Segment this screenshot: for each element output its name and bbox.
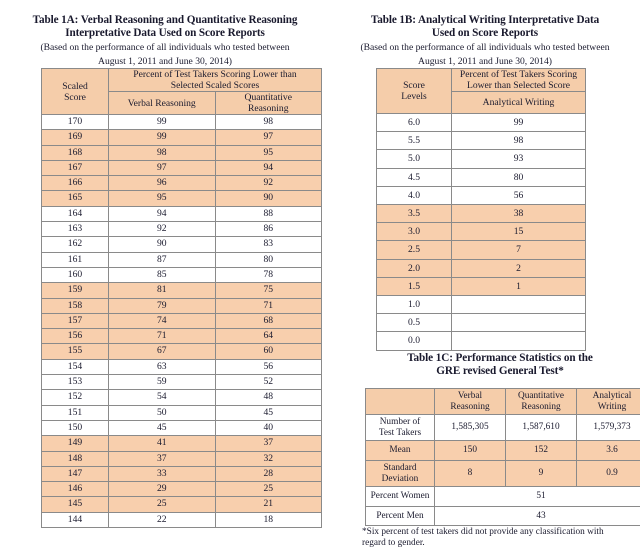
c-hdr-writing-line2: Writing bbox=[597, 401, 627, 412]
table-1a-cell-scaled-score: 146 bbox=[42, 482, 109, 497]
table-row bbox=[42, 298, 322, 313]
table-1a-cell-quant: 45 bbox=[215, 405, 322, 420]
sd-line2: Deviation bbox=[381, 473, 419, 484]
header-span-1b-line1: Percent of Test Takers Scoring bbox=[459, 69, 578, 80]
table-1b-cell-percent: 93 bbox=[452, 150, 586, 168]
table-1a-cell-verbal: 71 bbox=[109, 329, 216, 344]
table-1a-cell-scaled-score: 154 bbox=[42, 359, 109, 374]
table-row bbox=[42, 405, 322, 420]
table-1c-numtakers-verbal: 1,585,305 bbox=[435, 415, 506, 441]
table-1c-header-blank bbox=[366, 389, 435, 415]
table-1b-wrapper bbox=[376, 68, 586, 351]
table-1b-cell-score-level: 0.0 bbox=[377, 332, 452, 350]
table-1a-cell-quant: 80 bbox=[215, 252, 322, 267]
table-1a-cell-verbal: 67 bbox=[109, 344, 216, 359]
table-1a-subtitle-line2: August 1, 2011 and June 30, 2014) bbox=[98, 56, 232, 68]
table-1a-head bbox=[42, 69, 322, 115]
table-1c-numtakers-writing: 1,579,373 bbox=[577, 415, 640, 441]
table-row bbox=[42, 252, 322, 267]
table-1a-cell-quant: 78 bbox=[215, 267, 322, 282]
table-1a-cell-quant: 75 bbox=[215, 283, 322, 298]
table-row bbox=[42, 451, 322, 466]
table-row bbox=[377, 168, 586, 186]
numtakers-line2: Test Takers bbox=[378, 427, 422, 438]
table-1a-cell-scaled-score: 157 bbox=[42, 313, 109, 328]
table-1c-footnote bbox=[362, 527, 640, 549]
table-1b-cell-percent: 7 bbox=[452, 241, 586, 259]
table-row bbox=[42, 130, 322, 145]
table-1a-cell-quant: 37 bbox=[215, 436, 322, 451]
table-1a-cell-verbal: 59 bbox=[109, 375, 216, 390]
c-hdr-writing-line1: Analytical bbox=[592, 391, 632, 401]
table-1a-cell-scaled-score: 156 bbox=[42, 329, 109, 344]
table-row bbox=[377, 314, 586, 332]
table-1a-cell-verbal: 45 bbox=[109, 420, 216, 435]
table-1a-cell-scaled-score: 169 bbox=[42, 130, 109, 145]
table-row bbox=[42, 160, 322, 175]
table-1b-cell-score-level: 4.0 bbox=[377, 186, 452, 204]
table-1b-cell-percent: 15 bbox=[452, 223, 586, 241]
table-row bbox=[42, 375, 322, 390]
table-row bbox=[377, 241, 586, 259]
table-1b-cell-score-level: 5.0 bbox=[377, 150, 452, 168]
table-1a-cell-verbal: 79 bbox=[109, 298, 216, 313]
c-hdr-quant-line1: Quantitative bbox=[518, 391, 564, 401]
table-1a-cell-verbal: 87 bbox=[109, 252, 216, 267]
table-1a-cell-quant: 60 bbox=[215, 344, 322, 359]
table-row bbox=[42, 420, 322, 435]
table-1a-body bbox=[42, 115, 322, 528]
table-1a-header-scaled-score bbox=[42, 69, 109, 115]
table-1b-cell-score-level: 0.5 bbox=[377, 314, 452, 332]
table-1c-numtakers-quant: 1,587,610 bbox=[506, 415, 577, 441]
table-1a-cell-quant: 92 bbox=[215, 176, 322, 191]
header-span-1b-line2: Lower than Selected Score bbox=[466, 80, 571, 91]
table-row bbox=[42, 313, 322, 328]
table-1a-cell-scaled-score: 149 bbox=[42, 436, 109, 451]
header-scaled-line1: Scaled bbox=[62, 80, 88, 92]
table-row bbox=[366, 441, 640, 461]
table-1b-header-span bbox=[452, 69, 586, 92]
table-row bbox=[42, 191, 322, 206]
table-1c-row-label-percent-women: Percent Women bbox=[366, 487, 435, 507]
table-1b-cell-percent: 2 bbox=[452, 259, 586, 277]
table-1a-cell-scaled-score: 164 bbox=[42, 206, 109, 221]
table-1a-cell-scaled-score: 167 bbox=[42, 160, 109, 175]
table-1a-cell-verbal: 41 bbox=[109, 436, 216, 451]
table-1a-cell-verbal: 37 bbox=[109, 451, 216, 466]
table-1b-heading bbox=[330, 14, 640, 68]
table-1c bbox=[365, 388, 640, 526]
table-1c-percent-men-value: 43 bbox=[435, 506, 640, 526]
table-1a-cell-scaled-score: 163 bbox=[42, 222, 109, 237]
table-row bbox=[42, 145, 322, 160]
table-1a-cell-scaled-score: 153 bbox=[42, 375, 109, 390]
table-row bbox=[42, 206, 322, 221]
table-row bbox=[366, 506, 640, 526]
table-1c-row-label-number-of-test-takers bbox=[366, 415, 435, 441]
table-1b-cell-percent: 98 bbox=[452, 132, 586, 150]
table-row bbox=[377, 259, 586, 277]
table-1a-cell-scaled-score: 162 bbox=[42, 237, 109, 252]
table-row bbox=[377, 150, 586, 168]
table-1a bbox=[41, 68, 322, 528]
table-1c-head bbox=[366, 389, 640, 415]
table-1c-mean-quant: 152 bbox=[506, 441, 577, 461]
table-row bbox=[42, 115, 322, 130]
table-1a-title-line2: Interpretative Data Used on Score Reports bbox=[65, 27, 265, 40]
table-1a-cell-quant: 95 bbox=[215, 145, 322, 160]
table-row bbox=[377, 296, 586, 314]
table-1a-cell-scaled-score: 147 bbox=[42, 466, 109, 481]
table-1a-cell-verbal: 29 bbox=[109, 482, 216, 497]
table-1a-cell-quant: 28 bbox=[215, 466, 322, 481]
table-row bbox=[42, 283, 322, 298]
table-1a-header-span bbox=[109, 69, 322, 92]
table-1a-cell-verbal: 25 bbox=[109, 497, 216, 512]
table-row bbox=[42, 436, 322, 451]
table-1a-cell-verbal: 63 bbox=[109, 359, 216, 374]
table-1b-cell-score-level: 5.5 bbox=[377, 132, 452, 150]
numtakers-line1: Number of bbox=[379, 417, 421, 428]
table-row bbox=[42, 359, 322, 374]
table-1a-cell-quant: 32 bbox=[215, 451, 322, 466]
header-span-line1: Percent of Test Takers Scoring Lower than bbox=[133, 69, 297, 80]
table-1a-cell-quant: 98 bbox=[215, 115, 322, 130]
table-1c-title-line2: GRE revised General Test* bbox=[436, 365, 564, 378]
table-1a-cell-scaled-score: 148 bbox=[42, 451, 109, 466]
table-row bbox=[42, 497, 322, 512]
table-1b-cell-percent: 56 bbox=[452, 186, 586, 204]
table-row bbox=[377, 332, 586, 350]
table-1a-cell-quant: 18 bbox=[215, 512, 322, 527]
table-1c-body bbox=[366, 415, 640, 526]
table-1c-header-verbal bbox=[435, 389, 506, 415]
header-quant-line2: Reasoning bbox=[247, 103, 289, 114]
table-1c-sd-verbal: 8 bbox=[435, 460, 506, 486]
table-1a-cell-quant: 64 bbox=[215, 329, 322, 344]
table-row bbox=[366, 487, 640, 507]
table-1a-cell-verbal: 99 bbox=[109, 115, 216, 130]
table-1c-mean-writing: 3.6 bbox=[577, 441, 640, 461]
table-row bbox=[377, 205, 586, 223]
table-1a-cell-quant: 48 bbox=[215, 390, 322, 405]
table-row bbox=[42, 482, 322, 497]
c-hdr-verbal-line2: Reasoning bbox=[450, 401, 490, 412]
footnote-line2: regard to gender. bbox=[362, 538, 425, 549]
table-1c-wrapper bbox=[365, 388, 640, 526]
table-1a-cell-scaled-score: 144 bbox=[42, 512, 109, 527]
table-1a-cell-scaled-score: 161 bbox=[42, 252, 109, 267]
table-1b-body bbox=[377, 114, 586, 351]
table-1a-cell-quant: 83 bbox=[215, 237, 322, 252]
header-scaled-line2: Score bbox=[64, 91, 86, 103]
table-1b-subtitle-line1: (Based on the performance of all individuals who tested between bbox=[360, 42, 610, 54]
header-quant-line1: Quantitative bbox=[244, 92, 292, 103]
table-1b-title-line2: Used on Score Reports bbox=[431, 27, 539, 40]
table-1a-cell-quant: 86 bbox=[215, 222, 322, 237]
header-span-line2: Selected Scaled Scores bbox=[170, 80, 260, 91]
sd-line1: Standard bbox=[383, 462, 417, 473]
table-1a-cell-verbal: 98 bbox=[109, 145, 216, 160]
table-1a-wrapper bbox=[41, 68, 322, 528]
table-row bbox=[377, 277, 586, 295]
table-1b-cell-percent: 80 bbox=[452, 168, 586, 186]
table-1a-cell-verbal: 95 bbox=[109, 191, 216, 206]
table-row bbox=[42, 390, 322, 405]
table-1a-cell-scaled-score: 158 bbox=[42, 298, 109, 313]
header-levels-line2: Levels bbox=[401, 91, 427, 102]
table-1b-cell-percent bbox=[452, 314, 586, 332]
table-1a-cell-scaled-score: 160 bbox=[42, 267, 109, 282]
table-1b-cell-score-level: 1.5 bbox=[377, 277, 452, 295]
table-1b-cell-score-level: 6.0 bbox=[377, 114, 452, 132]
table-1c-mean-verbal: 150 bbox=[435, 441, 506, 461]
table-1c-title-line1: Table 1C: Performance Statistics on the bbox=[407, 352, 593, 364]
table-1c-row-label-mean: Mean bbox=[366, 441, 435, 461]
table-1a-cell-quant: 94 bbox=[215, 160, 322, 175]
table-1b-header-score-levels bbox=[377, 69, 452, 114]
table-1c-heading bbox=[360, 352, 640, 378]
table-1a-cell-verbal: 92 bbox=[109, 222, 216, 237]
header-levels-line1: Score bbox=[403, 80, 425, 91]
table-1c-header-quant bbox=[506, 389, 577, 415]
table-row bbox=[377, 132, 586, 150]
table-1a-cell-scaled-score: 155 bbox=[42, 344, 109, 359]
table-1c-sd-quant: 9 bbox=[506, 460, 577, 486]
table-1a-cell-scaled-score: 168 bbox=[42, 145, 109, 160]
c-hdr-verbal-line1: Verbal bbox=[457, 391, 483, 401]
table-1c-row-label-standard-deviation bbox=[366, 460, 435, 486]
table-1b-cell-percent: 1 bbox=[452, 277, 586, 295]
table-1a-cell-verbal: 99 bbox=[109, 130, 216, 145]
table-1a-cell-verbal: 96 bbox=[109, 176, 216, 191]
table-1b-header-analytical-writing bbox=[452, 92, 586, 114]
table-1a-cell-verbal: 81 bbox=[109, 283, 216, 298]
table-1a-cell-verbal: 97 bbox=[109, 160, 216, 175]
table-1a-heading bbox=[0, 14, 330, 68]
table-row bbox=[42, 176, 322, 191]
table-1a-cell-verbal: 54 bbox=[109, 390, 216, 405]
table-1a-cell-scaled-score: 145 bbox=[42, 497, 109, 512]
table-row bbox=[42, 329, 322, 344]
table-1a-cell-scaled-score: 151 bbox=[42, 405, 109, 420]
c-hdr-quant-line2: Reasoning bbox=[521, 401, 561, 412]
table-row bbox=[377, 223, 586, 241]
table-row bbox=[377, 186, 586, 204]
table-1a-cell-verbal: 85 bbox=[109, 267, 216, 282]
table-1c-row-label-percent-men: Percent Men bbox=[366, 506, 435, 526]
table-1b-title-line1: Table 1B: Analytical Writing Interpretative Data bbox=[370, 14, 600, 26]
table-1a-cell-verbal: 50 bbox=[109, 405, 216, 420]
table-1a-cell-quant: 68 bbox=[215, 313, 322, 328]
table-1c-percent-women-value: 51 bbox=[435, 487, 640, 507]
table-1a-cell-quant: 56 bbox=[215, 359, 322, 374]
table-1a-header-row-1 bbox=[42, 69, 322, 92]
table-1b-cell-percent bbox=[452, 332, 586, 350]
table-1a-cell-scaled-score: 165 bbox=[42, 191, 109, 206]
table-1a-cell-quant: 21 bbox=[215, 497, 322, 512]
table-1b-cell-percent: 99 bbox=[452, 114, 586, 132]
header-aw-label: Analytical Writing bbox=[482, 97, 555, 108]
table-1b-cell-score-level: 4.5 bbox=[377, 168, 452, 186]
table-1b-cell-percent bbox=[452, 296, 586, 314]
table-1a-cell-verbal: 74 bbox=[109, 313, 216, 328]
table-1b bbox=[376, 68, 586, 351]
table-row bbox=[42, 222, 322, 237]
table-1b-head bbox=[377, 69, 586, 114]
table-1a-header-quant bbox=[215, 92, 322, 115]
table-row bbox=[42, 267, 322, 282]
table-row bbox=[42, 344, 322, 359]
table-1b-cell-score-level: 1.0 bbox=[377, 296, 452, 314]
table-1c-header-row bbox=[366, 389, 640, 415]
table-1a-cell-quant: 52 bbox=[215, 375, 322, 390]
table-1a-cell-quant: 40 bbox=[215, 420, 322, 435]
table-1a-cell-verbal: 33 bbox=[109, 466, 216, 481]
table-1a-cell-scaled-score: 170 bbox=[42, 115, 109, 130]
table-1a-subtitle-line1: (Based on the performance of all individuals who tested between bbox=[40, 42, 290, 54]
table-1b-cell-score-level: 2.0 bbox=[377, 259, 452, 277]
table-row bbox=[42, 512, 322, 527]
table-1b-cell-score-level: 2.5 bbox=[377, 241, 452, 259]
table-1a-header-verbal bbox=[109, 92, 216, 115]
table-1c-header-writing bbox=[577, 389, 640, 415]
table-row bbox=[377, 114, 586, 132]
table-1b-header-row-1 bbox=[377, 69, 586, 92]
footnote-line1: *Six percent of test takers did not provide any classification with bbox=[362, 527, 604, 537]
table-1a-cell-scaled-score: 159 bbox=[42, 283, 109, 298]
table-1a-cell-verbal: 22 bbox=[109, 512, 216, 527]
table-1a-cell-verbal: 94 bbox=[109, 206, 216, 221]
table-row bbox=[366, 460, 640, 486]
table-1a-cell-quant: 97 bbox=[215, 130, 322, 145]
table-1c-sd-writing: 0.9 bbox=[577, 460, 640, 486]
table-row bbox=[42, 237, 322, 252]
table-1a-title-line1: Table 1A: Verbal Reasoning and Quantitative Reasoning bbox=[32, 14, 298, 26]
table-1b-cell-percent: 38 bbox=[452, 205, 586, 223]
table-1b-cell-score-level: 3.0 bbox=[377, 223, 452, 241]
table-1a-cell-scaled-score: 166 bbox=[42, 176, 109, 191]
table-1a-cell-quant: 88 bbox=[215, 206, 322, 221]
table-1a-cell-quant: 90 bbox=[215, 191, 322, 206]
table-1a-cell-scaled-score: 150 bbox=[42, 420, 109, 435]
table-1a-cell-scaled-score: 152 bbox=[42, 390, 109, 405]
table-1b-subtitle-line2: August 1, 2011 and June 30, 2014) bbox=[418, 56, 552, 68]
table-row bbox=[366, 415, 640, 441]
table-1b-cell-score-level: 3.5 bbox=[377, 205, 452, 223]
table-row bbox=[42, 466, 322, 481]
table-1a-cell-verbal: 90 bbox=[109, 237, 216, 252]
header-verbal-label: Verbal Reasoning bbox=[127, 97, 196, 109]
table-1a-cell-quant: 71 bbox=[215, 298, 322, 313]
table-1a-cell-quant: 25 bbox=[215, 482, 322, 497]
